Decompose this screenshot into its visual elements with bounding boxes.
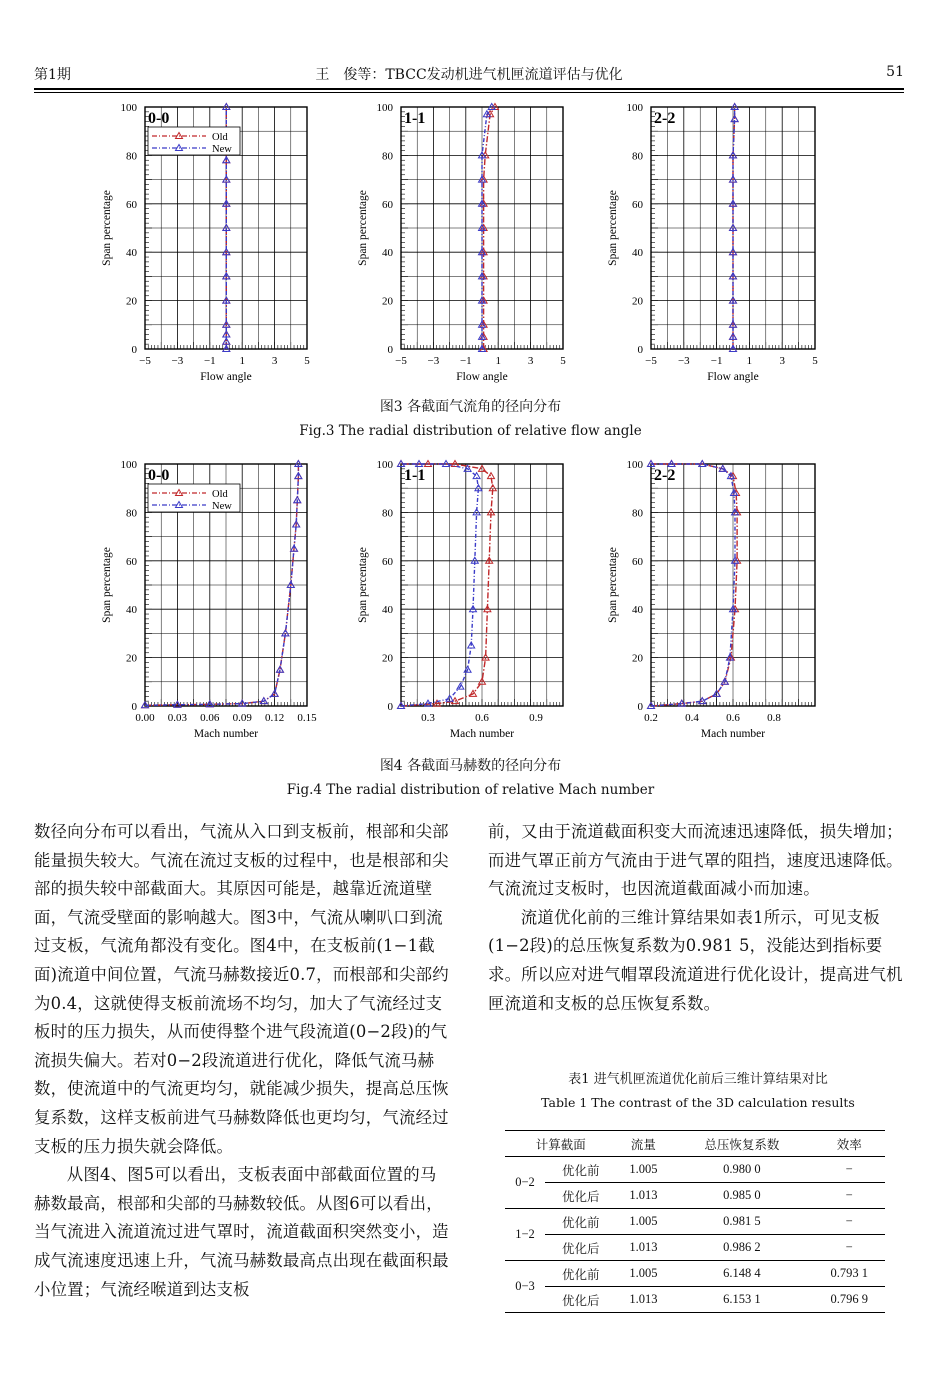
table-cell: 6.153 1 <box>723 1292 761 1306</box>
paragraph: 前，又由于流道截面积变大而流速迅速降低，损失增加；而进气罩正前方气流由于进气罩的阻挡，速度迅速降低。气流流过支板时，也因流道截面减小而加速。 <box>488 822 903 899</box>
table-cell: 0.793 1 <box>813 1261 885 1287</box>
y-tick-label: 20 <box>382 295 393 308</box>
y-tick-label: 20 <box>126 295 137 308</box>
table-cell: 优化后 <box>562 1241 600 1256</box>
paragraph: 从图4、图5可以看出，支板表面中部截面位置的马赫数最高，根部和尖部的马赫数较低。从图6可以看出，当气流进入流道流过进气罩时，流道截面积突然变小，造成气流速度迅速上升，气流马赫数最高点出现在截面积最小位置；气流经喉道到达支板 <box>34 1165 449 1299</box>
y-tick-label: 80 <box>382 150 393 163</box>
y-tick-label: 100 <box>376 459 393 471</box>
x-axis-label: Flow angle <box>456 371 508 383</box>
x-tick-label: −5 <box>395 355 407 367</box>
y-tick-label: 100 <box>626 459 643 471</box>
fig4-caption-cn: 图4 各截面马赫数的径向分布 <box>379 758 562 774</box>
table-cell: 6.148 4 <box>670 1261 813 1287</box>
x-tick-label: 0.2 <box>644 712 658 724</box>
y-tick-label: 60 <box>632 555 643 568</box>
table1-caption-en: Table 1 The contrast of the 3D calculation results <box>541 1095 855 1110</box>
y-tick-label: 100 <box>120 102 137 114</box>
y-tick-label: 40 <box>382 604 393 617</box>
table-cell: 0.980 0 <box>670 1157 813 1183</box>
x-tick-label: 0.4 <box>685 712 699 724</box>
x-tick-label: 0.12 <box>264 712 285 724</box>
table-cell: 优化前 <box>545 1209 617 1235</box>
legend-entry: Old <box>212 489 228 500</box>
y-tick-label: 0 <box>637 701 643 713</box>
y-tick-label: 20 <box>126 652 137 665</box>
y-tick-label: 60 <box>126 198 137 211</box>
y-tick-label: 40 <box>126 247 137 260</box>
panel-label: 2-2 <box>654 110 676 127</box>
y-axis-label: Span percentage <box>101 190 113 266</box>
panel-label: 2-2 <box>654 467 676 484</box>
page-number: 51 <box>886 64 904 80</box>
table-cell: 0−2 <box>505 1157 545 1209</box>
y-tick-label: 20 <box>632 652 643 665</box>
x-tick-label: −1 <box>203 355 216 367</box>
x-tick-label: −3 <box>677 355 690 367</box>
y-tick-label: 0 <box>131 344 137 356</box>
y-tick-label: 20 <box>382 652 393 665</box>
table-cell: 0.796 9 <box>830 1292 868 1306</box>
table-row <box>505 1235 885 1261</box>
x-tick-label: 1 <box>746 355 753 367</box>
table-cell: 0.985 0 <box>723 1188 761 1202</box>
x-tick-label: 5 <box>560 355 566 367</box>
x-tick-label: 0.03 <box>167 712 188 724</box>
table-cell: − <box>813 1209 885 1235</box>
x-tick-label: 1 <box>495 355 501 367</box>
table-cell: 1.005 <box>617 1209 671 1235</box>
legend-entry: New <box>212 501 232 512</box>
left-column <box>34 818 450 1304</box>
x-tick-label: 0.6 <box>475 712 489 724</box>
running-title: 王 俊等：TBCC发动机进气机匣流道评估与优化 <box>315 67 623 83</box>
x-tick-label: 0.8 <box>767 712 781 724</box>
table-row <box>505 1183 885 1209</box>
x-tick-label: 5 <box>304 355 310 367</box>
right-column <box>488 818 906 1018</box>
data-point-new <box>473 509 480 515</box>
chart-panel-fig3-0-0 <box>101 102 310 383</box>
y-tick-label: 80 <box>632 150 643 163</box>
table-header: 流量 <box>630 1137 656 1152</box>
table-header: 效率 <box>836 1137 862 1152</box>
paragraph: 数径向分布可以看出，气流从入口到支板前，根部和尖部能量损失较大。气流在流过支板的过程中，也是根部和尖部的损失较中部截面大。其原因可能是，越靠近流道壁面，气流受壁面的影响越大。图3中，气流从喇叭口到流过支板，气流角都没有变化。图4中，在支板前(1−1截面)流道中间位置，气流马赫数接近0.7，而根部和尖部约为0.4，这就使得支板前流场不均匀，加大了气流经过支板时的压力损失，从而使得整个进气段流道(0−2段)的气流损失偏大。若对0−2段流道进行优化，降低气流马赫数，使流道中的气流更均匀，就能减少损失，提高总压恢复系数，这样支板前进气马赫数降低也更均匀，气流经过支板的压力损失就会降低。 <box>34 822 449 1156</box>
y-tick-label: 40 <box>632 247 643 260</box>
panel-label: 0-0 <box>148 467 170 484</box>
x-tick-label: −1 <box>710 355 723 367</box>
y-tick-label: 60 <box>126 555 137 568</box>
chart-panel-fig4-1-1 <box>357 459 563 740</box>
y-tick-label: 100 <box>120 459 137 471</box>
y-tick-label: 0 <box>637 344 643 356</box>
table-cell: 优化后 <box>562 1189 600 1204</box>
results-table <box>505 1130 885 1313</box>
y-axis-label: Span percentage <box>357 190 369 266</box>
y-tick-label: 100 <box>376 102 393 114</box>
legend-entry: Old <box>212 132 228 143</box>
x-axis-label: Flow angle <box>200 371 252 383</box>
panel-label: 1-1 <box>404 467 426 484</box>
y-tick-label: 0 <box>387 344 393 356</box>
y-axis-label: Span percentage <box>357 547 369 623</box>
chart-panel-fig4-2-2 <box>607 459 815 740</box>
x-axis-label: Mach number <box>449 728 515 740</box>
x-tick-label: 0.3 <box>421 712 435 724</box>
x-tick-label: −3 <box>427 355 440 367</box>
chart-panel-fig4-0-0 <box>101 459 317 740</box>
y-tick-label: 0 <box>131 701 137 713</box>
table-cell: 优化后 <box>562 1293 600 1308</box>
y-tick-label: 60 <box>382 555 393 568</box>
chart-panel-fig3-2-2 <box>607 102 818 383</box>
y-tick-label: 100 <box>626 102 643 114</box>
y-tick-label: 40 <box>382 247 393 260</box>
y-tick-label: 60 <box>382 198 393 211</box>
table-cell: 0.986 2 <box>723 1240 761 1254</box>
legend-entry: New <box>212 144 232 155</box>
fig4-caption-en: Fig.4 The radial distribution of relative Mach number <box>286 782 655 798</box>
chart-panel-fig3-1-1 <box>357 102 566 383</box>
y-tick-label: 80 <box>126 507 137 520</box>
table-cell: 1.005 <box>617 1261 671 1287</box>
y-tick-label: 0 <box>387 701 393 713</box>
x-tick-label: 0.09 <box>232 712 252 724</box>
table-cell: − <box>845 1188 853 1202</box>
x-tick-label: 0.6 <box>726 712 740 724</box>
table-cell: 1.013 <box>629 1188 658 1202</box>
table-cell: 0.981 5 <box>670 1209 813 1235</box>
x-tick-label: 0.9 <box>529 712 543 724</box>
x-axis-label: Flow angle <box>707 371 759 383</box>
x-tick-label: −5 <box>645 355 657 367</box>
y-axis-label: Span percentage <box>101 547 113 623</box>
issue-number: 第1期 <box>34 67 71 83</box>
table-cell: − <box>813 1157 885 1183</box>
x-axis-label: Mach number <box>700 728 766 740</box>
y-tick-label: 60 <box>632 198 643 211</box>
table-cell: 0−3 <box>505 1261 545 1313</box>
x-tick-label: −3 <box>171 355 184 367</box>
fig3-caption-cn: 图3 各截面气流角的径向分布 <box>379 399 562 415</box>
y-tick-label: 40 <box>126 604 137 617</box>
table-cell: 优化前 <box>545 1157 617 1183</box>
x-tick-label: 3 <box>527 355 534 367</box>
y-tick-label: 80 <box>632 507 643 520</box>
x-tick-label: −5 <box>139 355 151 367</box>
panel-label: 1-1 <box>404 110 426 127</box>
x-tick-label: 0.06 <box>200 712 220 724</box>
table-row <box>505 1287 885 1313</box>
fig3-caption-en: Fig.3 The radial distribution of relative flow angle <box>299 423 642 439</box>
table-cell: 1.013 <box>629 1240 658 1254</box>
table-cell: 优化前 <box>545 1261 617 1287</box>
panel-label: 0-0 <box>148 110 170 127</box>
table-cell: 1.013 <box>629 1292 658 1306</box>
paragraph: 流道优化前的三维计算结果如表1所示，可见支板(1−2段)的总压恢复系数为0.981 5，没能达到指标要求。所以应对进气帽罩段流道进行优化设计，提高进气机匣流道和支板的总压恢复系数。 <box>488 907 903 1013</box>
y-tick-label: 80 <box>126 150 137 163</box>
table-header: 计算截面 <box>535 1137 586 1152</box>
x-tick-label: 0.00 <box>135 712 155 724</box>
x-axis-label: Mach number <box>193 728 259 740</box>
y-tick-label: 80 <box>382 507 393 520</box>
table1-caption-cn: 表1 进气机匣流道优化前后三维计算结果对比 <box>568 1072 828 1087</box>
table-row <box>505 1209 885 1235</box>
y-tick-label: 20 <box>632 295 643 308</box>
y-tick-label: 40 <box>632 604 643 617</box>
table-row <box>505 1157 885 1183</box>
y-axis-label: Span percentage <box>607 190 619 266</box>
x-tick-label: 5 <box>812 355 818 367</box>
x-tick-label: 0.15 <box>297 712 317 724</box>
table-header-row <box>505 1131 885 1157</box>
x-tick-label: 3 <box>271 355 278 367</box>
y-axis-label: Span percentage <box>607 547 619 623</box>
x-tick-label: 3 <box>779 355 785 367</box>
table-cell: 1.005 <box>617 1157 671 1183</box>
x-tick-label: −1 <box>459 355 472 367</box>
table-cell: − <box>845 1240 853 1254</box>
x-tick-label: 1 <box>239 355 245 367</box>
table-row <box>505 1261 885 1287</box>
table-cell: 1−2 <box>505 1209 545 1261</box>
table-header: 总压恢复系数 <box>704 1137 780 1152</box>
